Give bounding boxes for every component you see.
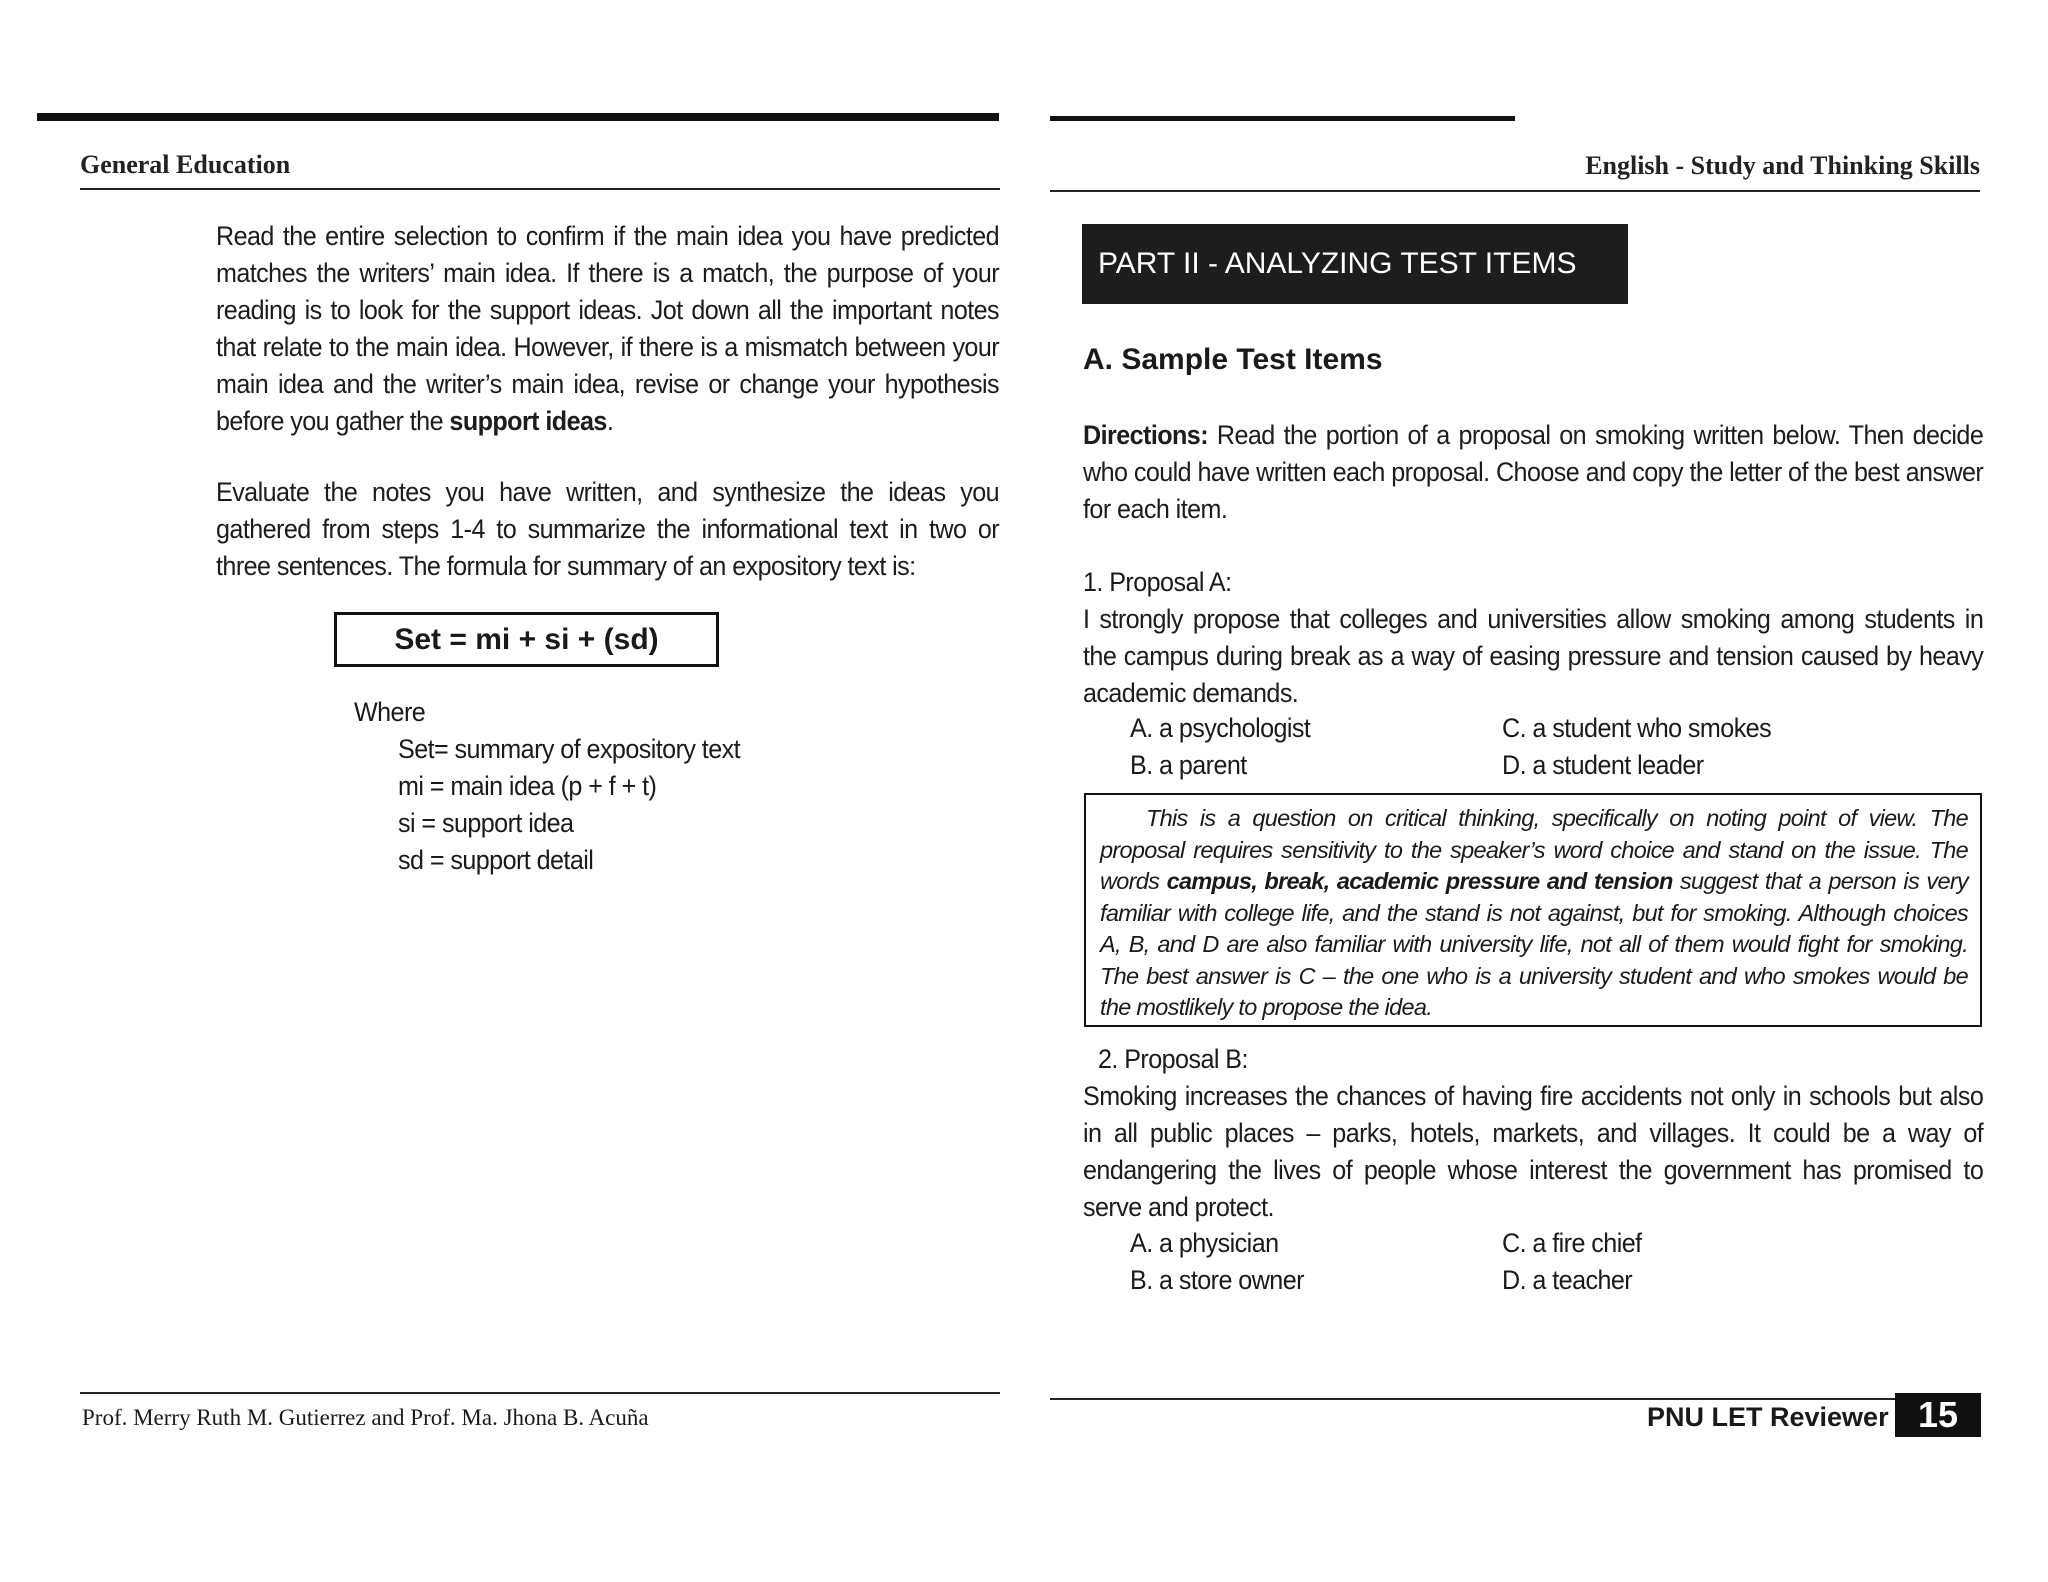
definition-si: si = support idea — [398, 808, 574, 838]
definition-set: Set= summary of expository text — [398, 734, 741, 764]
item-2-text: Smoking increases the chances of having fire accidents not only in schools but also in all public places – parks, hotels, markets, and villages. It could be a way of endangering the lives of people whose interest the government has promised to serve and protect. — [1083, 1081, 1984, 1222]
item-1-choice-b: B. a parent — [1130, 750, 1247, 780]
item-2-choice-d: D. a teacher — [1502, 1265, 1633, 1295]
item-1-choice-a: A. a psychologist — [1130, 713, 1311, 743]
left-paragraph-2: Evaluate the notes you have written, and synthesize the ideas you gathered from steps 1-4 to summarize the informational text in two or three sentences. The formula for summary of an expository text is: — [216, 477, 1000, 581]
part-banner-title: PART II - ANALYZING TEST ITEMS — [1098, 247, 1577, 280]
where-label: Where — [354, 697, 426, 727]
footer-brand: PNU LET Reviewer — [1647, 1402, 1889, 1432]
definition-sd: sd = support detail — [398, 845, 594, 875]
part-banner — [1082, 224, 1628, 304]
item-1-choice-c: C. a student who smokes — [1502, 713, 1772, 743]
directions-paragraph: Directions: Read the portion of a proposal on smoking written below. Then decide who could have written each proposal. Choose and copy the letter of the best answer for each item. — [1083, 420, 1984, 524]
page-number — [1895, 1393, 1981, 1437]
explanation-text: This is a question on critical thinking, specifically on noting point of view. The proposal requires sensitivity to the speaker’s word choice and stand on the issue. The words campus, break, academic pressure and tension suggest that a person is very familiar with college life, and the stand is not against, but for smoking. Although choices A, B, and D are also familiar with university life, not all of them would fight for smoking. The best answer is C – the one who is a university student and who smokes would be the mostlikely to propose the idea. — [1100, 805, 1968, 1020]
summary-formula: Set = mi + si + (sd) — [394, 622, 659, 656]
left-top-rule — [37, 113, 999, 121]
right-footer-rule — [1050, 1398, 1980, 1400]
item-1-choice-d: D. a student leader — [1502, 750, 1704, 780]
item-1-text: I strongly propose that colleges and universities allow smoking among students in the campus during break as a way of easing pressure and tension caused by heavy academic demands. — [1083, 604, 1984, 708]
explanation-box — [1084, 793, 1982, 1027]
section-title: A. Sample Test Items — [1083, 343, 1383, 376]
directions-label: Directions: — [1083, 420, 1209, 450]
definition-mi: mi = main idea (p + f + t) — [398, 771, 657, 801]
right-header-rule — [1050, 190, 1980, 192]
item-2-label: 2. Proposal B: — [1098, 1044, 1248, 1074]
item-2-choice-c: C. a fire chief — [1502, 1228, 1642, 1258]
right-top-rule — [1050, 116, 1515, 121]
item-2-choice-a: A. a physician — [1130, 1228, 1279, 1258]
left-footer-rule — [80, 1392, 1000, 1394]
item-2-choice-b: B. a store owner — [1130, 1265, 1304, 1295]
page-number-text: 15 — [1917, 1394, 1959, 1435]
left-header-rule — [80, 188, 1000, 190]
left-footer-authors: Prof. Merry Ruth M. Gutierrez and Prof. Ma. Jhona B. Acuña — [82, 1405, 649, 1430]
summary-formula-box — [334, 612, 719, 667]
left-running-header: General Education — [80, 150, 291, 179]
right-running-header: English - Study and Thinking Skills — [1585, 151, 1980, 180]
left-paragraph-1: Read the entire selection to confirm if the main idea you have predicted matches the writers’ main idea. If there is a match, the purpose of your reading is to look for the support ideas. Jot down all the important notes that relate to the main idea. However, if there is a mismatch between your main idea and the writer’s main idea, revise or change your hypothesis before you gather the support ideas. — [216, 221, 1000, 436]
item-1-label: 1. Proposal A: — [1083, 567, 1232, 597]
